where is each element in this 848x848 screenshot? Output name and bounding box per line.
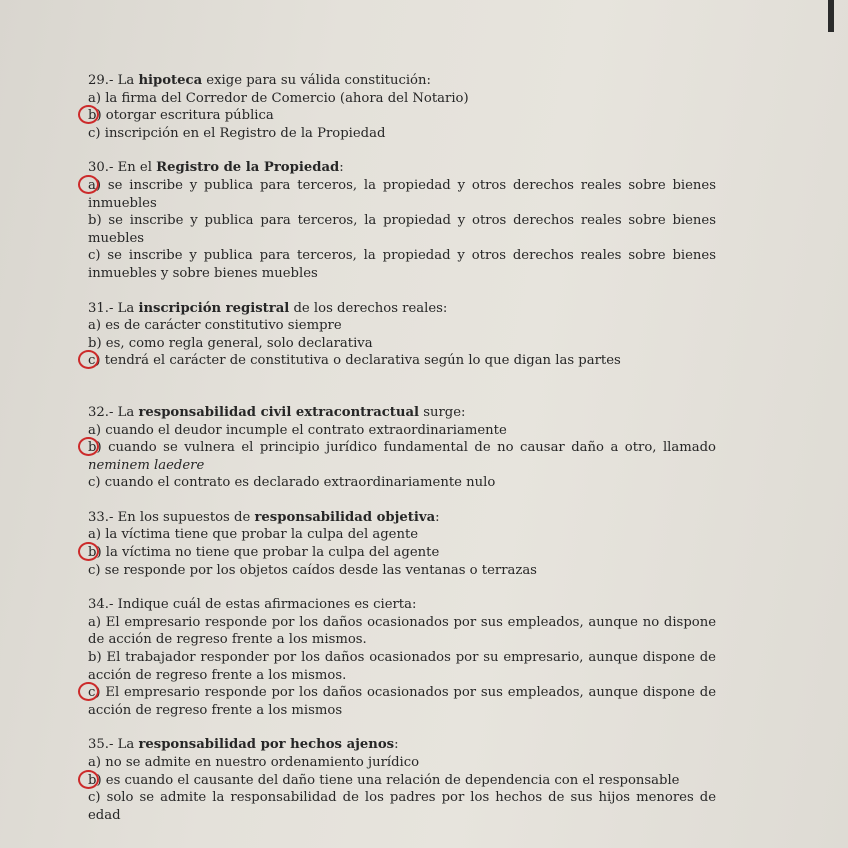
question-list — [88, 72, 716, 841]
question-30 — [88, 159, 716, 282]
option-c: c) tendrá el carácter de constitutiva o declarativa según lo que digan las partes — [88, 352, 716, 370]
paper-edge-mark — [828, 0, 834, 32]
option-a: a) El empresario responde por los daños ocasionados por sus empleados, aunque no dispone de acción de regreso frente a los mismos. — [88, 614, 716, 648]
option-a: a) es de carácter constitutivo siempre — [88, 318, 342, 334]
option-b: b) El trabajador responder por los daños ocasionados por su empresario, aunque dispone de acción de regreso frente a los mismos. — [88, 650, 716, 683]
answer-circle-mark — [78, 175, 99, 194]
option-a: a) la firma del Corredor de Comercio (ahora del Notario) — [88, 90, 469, 106]
option-a: a) cuando el deudor incumple el contrato extraordinariamente — [88, 422, 507, 438]
option-c: c) El empresario responde por los daños ocasionados por sus empleados, aunque dispone de acción de regreso frente a los mismos — [88, 684, 716, 719]
question-title: 33.- En los supuestos de responsabilidad objetiva: — [88, 509, 440, 525]
question-29 — [88, 72, 716, 142]
option-b: b) otorgar escritura pública — [88, 107, 716, 125]
question-34 — [88, 596, 716, 719]
option-c: c) se inscribe y publica para terceros, la propiedad y otros derechos reales sobre bienes inmuebles y sobre bienes muebles — [88, 248, 716, 281]
question-title: 29.- La hipoteca exige para su válida constitución: — [88, 73, 431, 88]
question-title: 31.- La inscripción registral de los derechos reales: — [88, 300, 448, 316]
option-a: a) no se admite en nuestro ordenamiento jurídico — [88, 755, 420, 770]
question-32 — [88, 404, 716, 492]
option-a: a) se inscribe y publica para terceros, la propiedad y otros derechos reales sobre bienes inmuebles — [88, 177, 716, 212]
answer-circle-mark — [78, 437, 99, 456]
option-c: c) solo se admite la responsabilidad de los padres por los hechos de sus hijos menores de edad — [88, 790, 716, 823]
question-title: 34.- Indique cuál de estas afirmaciones es cierta: — [88, 597, 417, 613]
option-b: b) se inscribe y publica para terceros, la propiedad y otros derechos reales sobre bienes muebles — [88, 213, 716, 246]
question-33 — [88, 509, 716, 579]
question-title: 35.- La responsabilidad por hechos ajenos: — [88, 737, 399, 753]
option-b: b) la víctima no tiene que probar la culpa del agente — [88, 544, 716, 562]
option-a: a) la víctima tiene que probar la culpa del agente — [88, 527, 419, 543]
question-title: 30.- En el Registro de la Propiedad: — [88, 160, 344, 176]
question-31 — [88, 300, 716, 370]
answer-circle-mark — [78, 770, 99, 789]
question-title: 32.- La responsabilidad civil extracontractual surge: — [88, 404, 466, 420]
question-35 — [88, 736, 716, 824]
option-c: c) cuando el contrato es declarado extraordinariamente nulo — [88, 475, 496, 491]
option-c: c) inscripción en el Registro de la Propiedad — [88, 125, 386, 141]
option-b: b) es cuando el causante del daño tiene una relación de dependencia con el responsable — [88, 772, 716, 790]
answer-circle-mark — [78, 542, 99, 561]
option-b: b) cuando se vulnera el principio jurídico fundamental de no causar daño a otro, llamado neminem laedere — [88, 439, 716, 474]
option-b: b) es, como regla general, solo declarativa — [88, 335, 373, 351]
option-c: c) se responde por los objetos caídos desde las ventanas o terrazas — [88, 562, 537, 578]
